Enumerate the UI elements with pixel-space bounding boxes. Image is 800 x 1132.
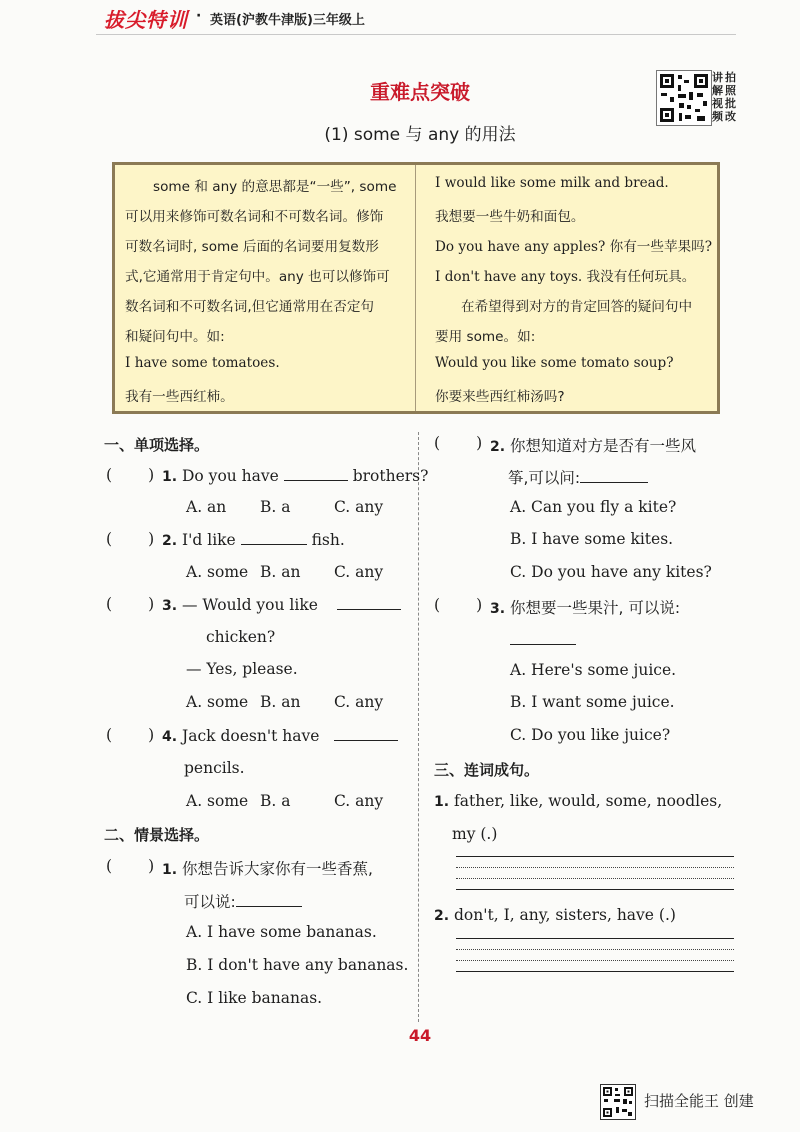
note-left-line: 数名词和不可数名词,但它通常用在否定句 — [125, 299, 375, 315]
note-left-translation: 我有一些西红柿。 — [125, 389, 234, 405]
option-b[interactable]: B. a — [260, 498, 291, 516]
note-right-example: Do you have any apples? 你有一些苹果吗? — [435, 239, 713, 255]
qr-label: 视 — [712, 97, 723, 110]
grammar-note-box — [112, 162, 720, 414]
answer-blank[interactable] — [334, 726, 398, 741]
note-divider — [415, 165, 416, 411]
qr-label: 拍 — [725, 71, 736, 84]
section2-heading: 二、情景选择。 — [104, 826, 210, 844]
option-b[interactable]: B. I don't have any bananas. — [186, 956, 409, 974]
qr-label: 照 — [725, 84, 736, 97]
option-b[interactable]: B. I want some juice. — [510, 693, 675, 711]
writing-line[interactable] — [456, 889, 734, 890]
answer-blank[interactable] — [241, 530, 307, 545]
answer-bracket[interactable]: ( ) — [434, 596, 483, 614]
question-s1-q2: 2. I'd like fish. — [162, 531, 345, 549]
option-c[interactable]: C. any — [334, 498, 384, 516]
writing-guide-line — [456, 867, 734, 868]
option-b[interactable]: B. an — [260, 693, 301, 711]
note-right-example: Would you like some tomato soup? — [435, 355, 674, 371]
note-left-line: 式,它通常用于肯定句中。any 也可以修饰可 — [125, 269, 390, 285]
question-s1-q3-cont: chicken? — [206, 628, 276, 646]
brand-logo: 拔尖特训 — [104, 8, 188, 32]
answer-blank[interactable] — [284, 466, 348, 481]
option-c[interactable]: C. I like bananas. — [186, 989, 323, 1007]
answer-bracket[interactable]: ( ) — [106, 466, 155, 484]
question-s1-q1: 1. Do you have brothers? — [162, 467, 429, 485]
qr-label: 批 — [725, 97, 736, 110]
book-subtitle: 英语(沪教牛津版)三年级上 — [210, 13, 365, 28]
scanner-watermark: 扫描全能王 创建 — [644, 1092, 754, 1110]
question-s1-q4: 4. Jack doesn't have — [162, 726, 398, 745]
column-divider — [418, 432, 420, 1022]
writing-line[interactable] — [456, 971, 734, 972]
page-number: 44 — [408, 1026, 432, 1045]
answer-bracket[interactable]: ( ) — [106, 857, 155, 875]
writing-guide-line — [456, 960, 734, 961]
answer-bracket[interactable]: ( ) — [106, 726, 155, 744]
option-a[interactable]: A. some — [186, 563, 249, 581]
qr-label: 讲 — [712, 71, 723, 84]
section3-heading: 三、连词成句。 — [434, 761, 540, 779]
page-title: 重难点突破 — [370, 80, 470, 104]
question-s3-q2: 2. don't, I, any, sisters, have (.) — [434, 906, 676, 924]
note-left-example: I have some tomatoes. — [125, 355, 280, 371]
header-rule — [96, 34, 736, 35]
note-right-example: I would like some milk and bread. — [435, 175, 669, 191]
answer-bracket[interactable]: ( ) — [106, 595, 155, 613]
question-s1-q4-cont: pencils. — [184, 759, 245, 777]
note-left-line: 和疑问句中。如: — [125, 329, 225, 345]
question-s2-q1-cont: 可以说: — [184, 890, 302, 912]
note-right-example: I don't have any toys. 我没有任何玩具。 — [435, 269, 696, 285]
question-s2-q1: 1. 你想告诉大家你有一些香蕉, — [162, 860, 373, 878]
option-c[interactable]: C. any — [334, 563, 384, 581]
answer-bracket[interactable]: ( ) — [106, 530, 155, 548]
option-b[interactable]: B. a — [260, 792, 291, 810]
question-s2-q3: 3. 你想要一些果汁, 可以说: — [490, 599, 681, 617]
note-right-line: 在希望得到对方的肯定回答的疑问句中 — [461, 299, 693, 315]
writing-line[interactable] — [456, 938, 734, 939]
question-s2-q2: 2. 你想知道对方是否有一些风 — [490, 437, 697, 455]
qr-label: 频 — [712, 110, 723, 123]
note-right-translation: 你要来些西红柿汤吗? — [435, 389, 565, 405]
option-c[interactable]: C. Do you have any kites? — [510, 563, 712, 581]
note-right-line: 要用 some。如: — [435, 329, 536, 345]
option-c[interactable]: C. any — [334, 792, 384, 810]
option-a[interactable]: A. I have some bananas. — [186, 923, 377, 941]
answer-blank[interactable] — [337, 595, 401, 610]
question-s3-q1: 1. father, like, would, some, noodles, — [434, 792, 723, 810]
option-a[interactable]: A. Can you fly a kite? — [510, 498, 677, 516]
qr-labels — [711, 71, 739, 123]
option-a[interactable]: A. some — [186, 792, 249, 810]
section1-heading: 一、单项选择。 — [104, 436, 210, 454]
option-c[interactable]: C. any — [334, 693, 384, 711]
question-s2-q2-cont: 筝,可以问: — [508, 466, 648, 488]
note-right-translation: 我想要一些牛奶和面包。 — [435, 209, 585, 225]
qr-code-icon[interactable] — [656, 70, 712, 126]
scanner-qr-icon — [600, 1084, 636, 1120]
writing-guide-line — [456, 949, 734, 950]
qr-label: 改 — [725, 110, 736, 123]
answer-bracket[interactable]: ( ) — [434, 434, 483, 452]
question-s1-q3: 3. — Would you like — [162, 595, 401, 614]
answer-blank[interactable] — [580, 468, 648, 483]
note-left-line: some 和 any 的意思都是“一些”, some — [153, 179, 397, 195]
option-b[interactable]: B. an — [260, 563, 301, 581]
answer-blank[interactable] — [510, 644, 576, 645]
question-s1-q3-reply: — Yes, please. — [186, 660, 298, 678]
lesson-subtitle: (1) some 与 any 的用法 — [324, 125, 516, 145]
option-c[interactable]: C. Do you like juice? — [510, 726, 671, 744]
writing-guide-line — [456, 878, 734, 879]
option-a[interactable]: A. an — [186, 498, 227, 516]
note-left-line: 可数名词时, some 后面的名词要用复数形 — [125, 239, 379, 255]
answer-blank[interactable] — [236, 892, 302, 907]
option-a[interactable]: A. some — [186, 693, 249, 711]
header-separator: · — [196, 8, 202, 24]
question-s3-q1-cont: my (.) — [452, 825, 498, 843]
qr-label: 解 — [712, 84, 723, 97]
writing-line[interactable] — [456, 856, 734, 857]
note-left-line: 可以用来修饰可数名词和不可数名词。修饰 — [125, 209, 384, 225]
option-a[interactable]: A. Here's some juice. — [510, 661, 677, 679]
option-b[interactable]: B. I have some kites. — [510, 530, 674, 548]
